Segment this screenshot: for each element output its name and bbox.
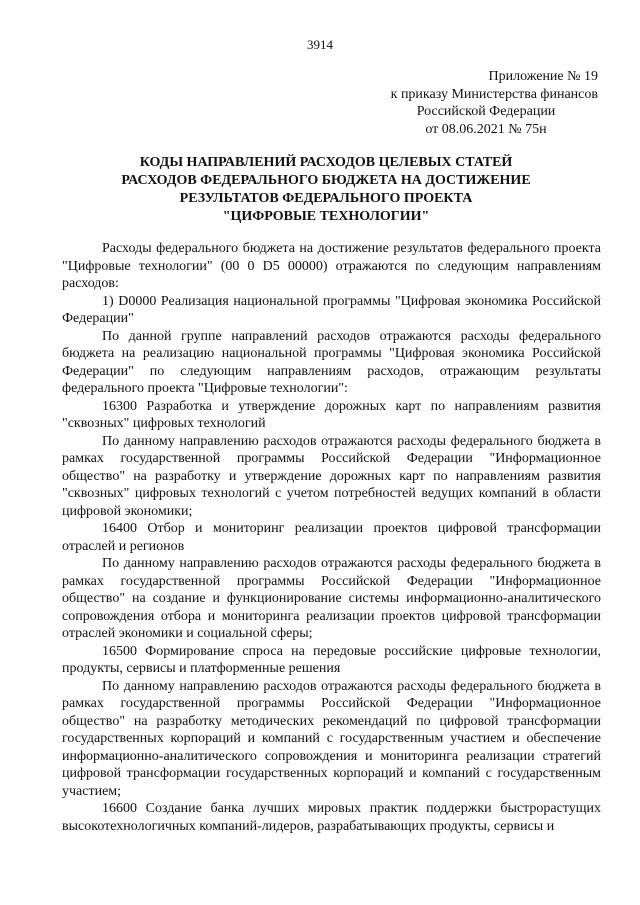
paragraph: По данному направлению расходов отражаются расходы федерального бюджета в рамках государственной программы Российской Федерации "Информационное общество" на разработку методических рекомендаций по цифровой трансформации государственных корпораций и компаний с государственным участием и обеспечение информационно-аналитического сопровождения и мониторинга реализации стратегий цифровой трансформации государственных корпораций и компаний с государственным участием; <box>62 678 601 799</box>
title-line: КОДЫ НАПРАВЛЕНИЙ РАСХОДОВ ЦЕЛЕВЫХ СТАТЕЙ <box>139 155 513 170</box>
title-line: РЕЗУЛЬТАТОВ ФЕДЕРАЛЬНОГО ПРОЕКТА <box>179 191 473 206</box>
document-title <box>56 154 596 226</box>
paragraph: По данному направлению расходов отражаются расходы федерального бюджета в рамках государственной программы Российской Федерации "Информационное общество" на создание и функционирование системы информационно-аналитического сопровождения отбора и мониторинга реализации проектов цифровой трансформации отраслей экономики и социальной сферы; <box>62 556 601 641</box>
paragraph-item-heading: 16400 Отбор и мониторинг реализации проектов цифровой трансформации отраслей и регионов <box>62 521 601 554</box>
appendix-date: от 08.06.2021 № 75н <box>425 121 547 137</box>
paragraph-item-heading: 16300 Разработка и утверждение дорожных карт по направлениям развития "сквозных" цифровых технологий <box>62 398 601 431</box>
appendix-number: Приложение № 19 <box>488 69 598 84</box>
paragraph-item-heading: 16500 Формирование спроса на передовые российские цифровые технологии, продукты, сервисы и платформенные решения <box>62 643 601 676</box>
appendix-block <box>338 68 598 138</box>
appendix-order-ref: к приказу Министерства финансов <box>390 86 598 102</box>
title-line: РАСХОДОВ ФЕДЕРАЛЬНОГО БЮДЖЕТА НА ДОСТИЖЕНИЕ <box>121 173 531 188</box>
paragraph-item-heading: 16600 Создание банка лучших мировых практик поддержки быстрорастущих высокотехнологичных компаний-лидеров, разрабатывающих продукты, сервисы и <box>62 801 601 834</box>
page-number: 3914 <box>307 37 333 52</box>
paragraph: Расходы федерального бюджета на достижение результатов федерального проекта "Цифровые технологии" (00 0 D5 00000) отражаются по следующим направлениям расходов: <box>62 241 601 291</box>
paragraph: По данной группе направлений расходов отражаются расходы федерального бюджета на реализацию национальной программы "Цифровая экономика Российской Федерации" по следующим направлениям расходов, отражающим результаты федерального проекта "Цифровые технологии": <box>62 328 601 396</box>
appendix-ministry: Российской Федерации <box>416 104 556 119</box>
title-line: "ЦИФРОВЫЕ ТЕХНОЛОГИИ" <box>222 209 430 224</box>
paragraph: По данному направлению расходов отражаются расходы федерального бюджета в рамках государственной программы Российской Федерации "Информационное общество" на разработку и утверждение дорожных карт по направлениям развития "сквозных" цифровых технологий с учетом потребностей ведущих компаний в области цифровой экономики; <box>62 433 601 519</box>
paragraph-item-heading: 1) D0000 Реализация национальной программы "Цифровая экономика Российской Федерации" <box>62 293 601 326</box>
document-body <box>62 240 601 835</box>
